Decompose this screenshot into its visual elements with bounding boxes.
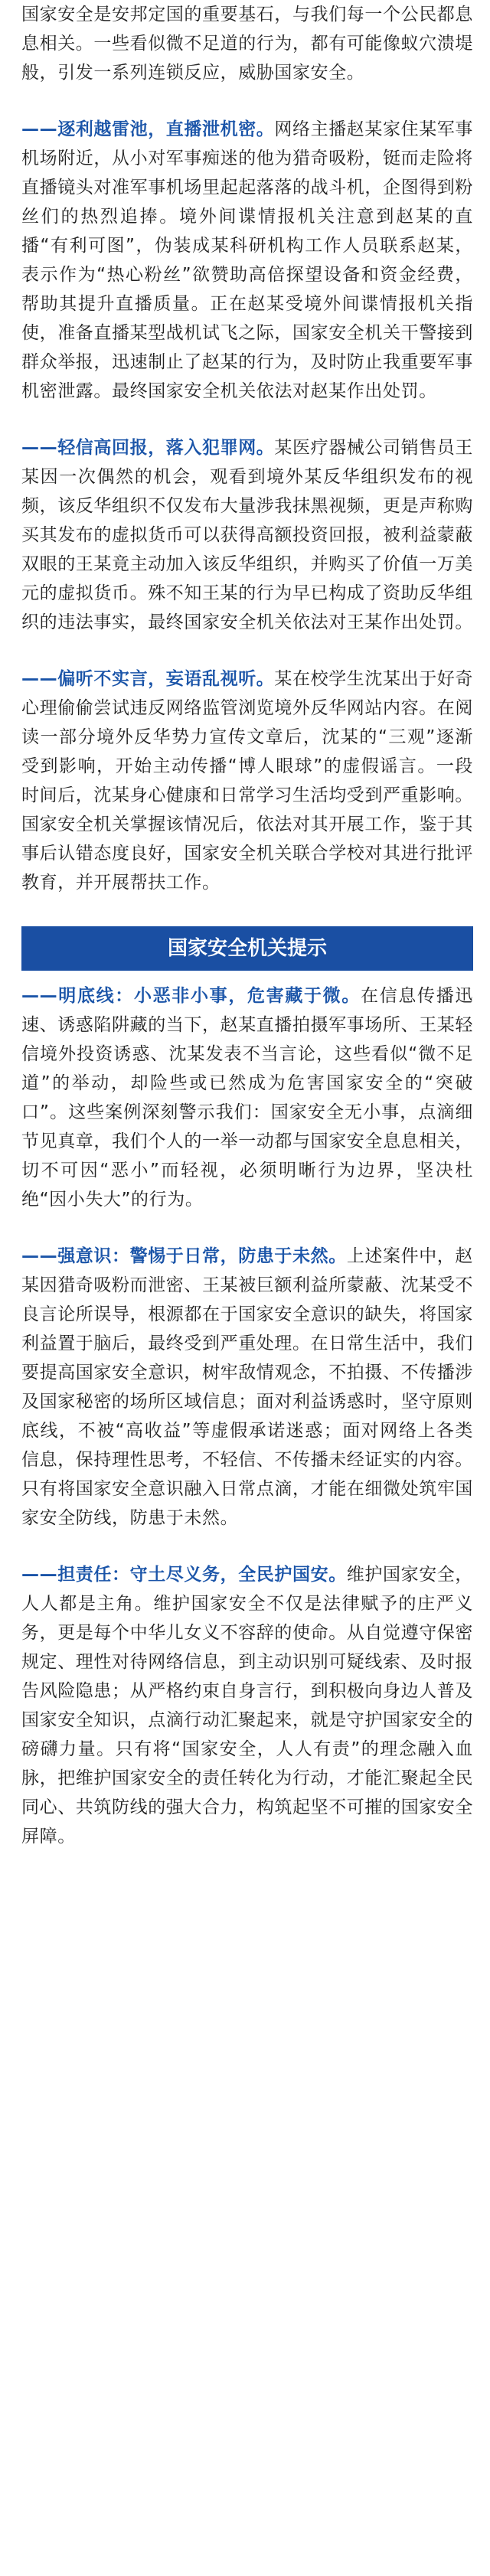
- tip-body-3: 维护国家安全，人人都是主角。维护国家安全不仅是法律赋予的庄严义务，更是每个中华儿女义不容辞的使命。从自觉遵守保密规定、理性对待网络信息，到主动识别可疑线索、及时报告风险隐患；从严格约束自身言行，到积极向身边人普及国家安全知识，点滴行动汇聚起来，就是守护国家安全的磅礴力量。只有将“国家安全，人人有责”的理念融入血脉，把维护国家安全的责任转化为行动，才能汇聚起全民同心、共筑防线的强大合力，构筑起坚不可摧的国家安全屏障。: [21, 1565, 474, 1846]
- case-title-1: ——逐利越雷池，直播泄机密。: [21, 119, 275, 139]
- tip-paragraph-3: [21, 1560, 473, 1851]
- case-body-2: 某医疗器械公司销售员王某因一次偶然的机会，观看到境外某反华组织发布的视频，该反华组织不仅发布大量涉我抹黑视频，更是声称购买其发布的虚拟货币可以获得高额投资回报，被利益蒙蔽双眼的王某竟主动加入该反华组织，并购买了价值一万美元的虚拟货币。殊不知王某的行为早已构成了资助反华组织的违法事实，最终国家安全机关依法对王某作出处罚。: [21, 438, 474, 632]
- tip-body-1: 在信息传播迅速、诱惑陷阱藏的当下，赵某直播拍摄军事场所、王某轻信境外投资诱惑、沈某发表不当言论，这些看似“微不足道”的举动，却险些或已然成为危害国家安全的“突破口”。这些案例深刻警示我们：国家安全无小事，点滴细节见真章，我们个人的一举一动都与国家安全息息相关，切不可因“恶小”而轻视，必须明晰行为边界，坚决杜绝“因小失大”的行为。: [21, 986, 473, 1210]
- tip-title-2: ——强意识：警惕于日常，防患于未然。: [21, 1246, 347, 1266]
- tip-body-2: 上述案件中，赵某因猎奇吸粉而泄密、王某被巨额利益所蒙蔽、沈某受不良言论所误导，根源都在于国家安全意识的缺失，将国家利益置于脑后，最终受到严重处理。在日常生活中，我们要提高国家安全意识，树牢敌情观念，不拍摄、不传播涉及国家秘密的场所区域信息；面对利益诱惑时，坚守原则底线，不被“高收益”等虚假承诺迷惑；面对网络上各类信息，保持理性思考，不轻信、不传播未经证实的内容。只有将国家安全意识融入日常点滴，才能在细微处筑牢国家安全防线，防患于未然。: [21, 1246, 474, 1528]
- tip-paragraph-2: [21, 1242, 473, 1533]
- case-body-3: 某在校学生沈某出于好奇心理偷偷尝试违反网络监管浏览境外反华网站内容。在阅读一部分境外反华势力宣传文章后，沈某的“三观”逐渐受到影响，开始主动传播“博人眼球”的虚假谣言。一段时间后，沈某身心健康和日常学习生活均受到严重影响。国家安全机关掌握该情况后，依法对其开展工作，鉴于其事后认错态度良好，国家安全机关联合学校对其进行批评教育，并开展帮扶工作。: [21, 669, 474, 893]
- case-paragraph-2: [21, 433, 473, 637]
- tip-title-1: ——明底线：小恶非小事，危害藏于微。: [21, 986, 361, 1006]
- case-title-2: ——轻信高回报，落入犯罪网。: [21, 438, 275, 458]
- case-body-1: 网络主播赵某家住某军事机场附近，从小对军事痴迷的他为猎奇吸粉，铤而走险将直播镜头对准军事机场里起起落落的战斗机，企图得到粉丝们的热烈追捧。境外间谍情报机关注意到赵某的直播“有利可图”，伪装成某科研机构工作人员联系赵某，表示作为“热心粉丝”欲赞助高倍探望设备和资金经费，帮助其提升直播质量。正在赵某受境外间谍情报机关指使，准备直播某型战机试飞之际，国家安全机关干警接到群众举报，迅速制止了赵某的行为，及时防止我重要军事机密泄露。最终国家安全机关依法对赵某作出处罚。: [21, 119, 474, 401]
- tips-banner: 国家安全机关提示: [21, 926, 473, 971]
- case-paragraph-1: [21, 115, 473, 406]
- case-title-3: ——偏听不实言，妄语乱视听。: [21, 669, 275, 689]
- tip-title-3: ——担责任：守土尽义务，全民护国安。: [21, 1565, 347, 1585]
- intro-paragraph: 国家安全是安邦定国的重要基石，与我们每一个公民都息息相关。一些看似微不足道的行为，都有可能像蚁穴溃堤般，引发一系列连锁反应，威胁国家安全。: [21, 5, 473, 83]
- tip-paragraph-1: [21, 981, 473, 1214]
- case-paragraph-3: [21, 664, 473, 897]
